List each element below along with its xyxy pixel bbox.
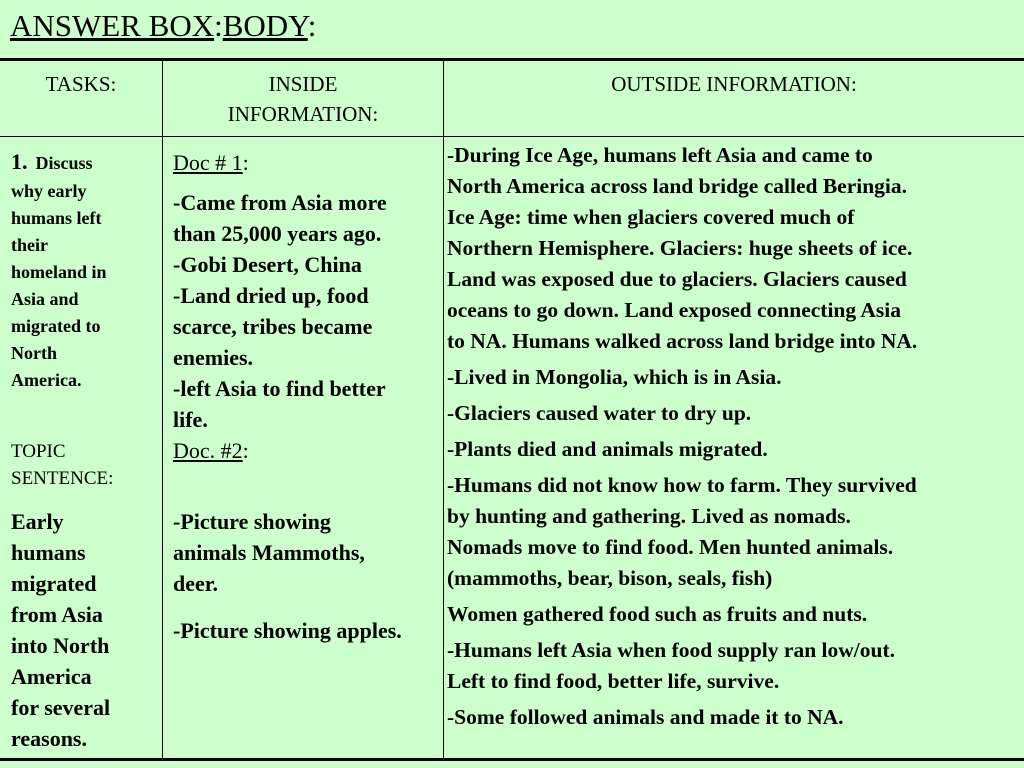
doc2-line: -Picture showing apples.: [173, 618, 402, 643]
outside-paragraph: [447, 398, 1022, 429]
answer-table: [0, 58, 1024, 761]
title-body: BODY: [222, 8, 308, 43]
doc2-colon: :: [242, 438, 249, 463]
page-title: [10, 6, 316, 46]
tasks-cell: [11, 148, 159, 754]
topic-sentence-line: America: [11, 664, 92, 689]
header-divider: [0, 136, 1024, 137]
outside-line: -During Ice Age, humans left Asia and came to: [447, 143, 873, 167]
header-inside-line2: INFORMATION:: [227, 102, 379, 126]
outside-line: oceans to go down. Land exposed connecting Asia: [447, 298, 901, 322]
topic-sentence: [11, 506, 159, 754]
task-line: why early: [11, 181, 87, 201]
doc1-line: -left Asia to find better: [173, 376, 386, 401]
outside-line: -Plants died and animals migrated.: [447, 437, 768, 461]
outside-line: -Some followed animals and made it to NA.: [447, 705, 844, 729]
outside-line: -Glaciers caused water to dry up.: [447, 401, 752, 425]
doc1-line: than 25,000 years ago.: [173, 221, 382, 246]
doc1-line: life.: [173, 407, 208, 432]
title-colon: :: [307, 8, 317, 43]
task-prompt: [11, 148, 159, 394]
topic-sentence-line: from Asia: [11, 602, 103, 627]
column-divider-2: [443, 61, 444, 758]
topic-label-line1: TOPIC: [11, 441, 66, 462]
doc2-line: -Picture showing: [173, 509, 331, 534]
topic-sentence-line: migrated: [11, 571, 97, 596]
doc2-label: Doc. #2: [173, 438, 243, 463]
outside-paragraph: [447, 635, 1022, 697]
outside-paragraph: [447, 140, 1022, 357]
outside-paragraph: [447, 470, 1022, 594]
outside-line: Nomads move to find food. Men hunted animals.: [447, 535, 894, 559]
title-answer-box: ANSWER BOX: [10, 8, 215, 43]
outside-line: Women gathered food such as fruits and nuts.: [447, 602, 868, 626]
outside-paragraph: [447, 434, 1022, 465]
outside-paragraph: [447, 702, 1022, 733]
header-outside-information: [444, 69, 1024, 99]
topic-sentence-label: [11, 438, 159, 492]
inside-information-cell: [173, 147, 443, 646]
header-tasks-label: TASKS:: [45, 72, 117, 96]
topic-sentence-line: into North: [11, 633, 110, 658]
topic-sentence-line: reasons.: [11, 726, 87, 751]
task-line: America.: [11, 370, 82, 390]
outside-paragraph: [447, 362, 1022, 393]
doc1-notes: [173, 187, 443, 435]
outside-line: North America across land bridge called Beringia.: [447, 174, 908, 198]
header-inside-line1: INSIDE: [268, 72, 338, 96]
column-divider-1: [162, 61, 163, 758]
outside-line: Ice Age: time when glaciers covered much of: [447, 205, 855, 229]
doc1-heading: [173, 147, 443, 178]
outside-information-cell: [447, 140, 1022, 738]
header-outside-label: OUTSIDE INFORMATION:: [611, 72, 857, 96]
topic-sentence-line: humans: [11, 540, 86, 565]
outside-line: Land was exposed due to glaciers. Glaciers caused: [447, 267, 907, 291]
doc2-line: animals Mammoths,: [173, 540, 365, 565]
doc1-line: -Gobi Desert, China: [173, 252, 362, 277]
task-number: 1.: [11, 149, 28, 174]
doc2-line: deer.: [173, 571, 219, 596]
header-tasks: [0, 69, 162, 99]
doc1-line: scarce, tribes became: [173, 314, 373, 339]
doc1-label: Doc # 1: [173, 150, 243, 175]
outside-paragraph: [447, 599, 1022, 630]
topic-sentence-line: Early: [11, 509, 64, 534]
task-line: Discuss: [35, 153, 93, 173]
outside-line: Northern Hemisphere. Glaciers: huge sheets of ice.: [447, 236, 913, 260]
doc2-notes: [173, 506, 443, 646]
task-line: migrated to: [11, 316, 101, 336]
outside-line: Left to find food, better life, survive.: [447, 669, 780, 693]
task-line: their: [11, 235, 48, 255]
task-line: Asia and: [11, 289, 79, 309]
task-line: homeland in: [11, 262, 107, 282]
topic-sentence-line: for several: [11, 695, 111, 720]
doc1-colon: :: [242, 150, 249, 175]
outside-line: -Lived in Mongolia, which is in Asia.: [447, 365, 782, 389]
title-separator: :: [214, 8, 223, 43]
outside-line: -Humans did not know how to farm. They survived: [447, 473, 917, 497]
outside-line: to NA. Humans walked across land bridge into NA.: [447, 329, 918, 353]
topic-label-line2: SENTENCE:: [11, 468, 114, 489]
outside-line: (mammoths, bear, bison, seals, fish): [447, 566, 773, 590]
task-line: North: [11, 343, 57, 363]
doc1-line: -Land dried up, food: [173, 283, 369, 308]
outside-line: by hunting and gathering. Lived as nomads.: [447, 504, 851, 528]
header-inside-information: [163, 69, 443, 129]
doc1-line: -Came from Asia more: [173, 190, 387, 215]
doc2-heading: [173, 435, 443, 466]
outside-line: -Humans left Asia when food supply ran low/out.: [447, 638, 895, 662]
task-line: humans left: [11, 208, 102, 228]
doc1-line: enemies.: [173, 345, 254, 370]
